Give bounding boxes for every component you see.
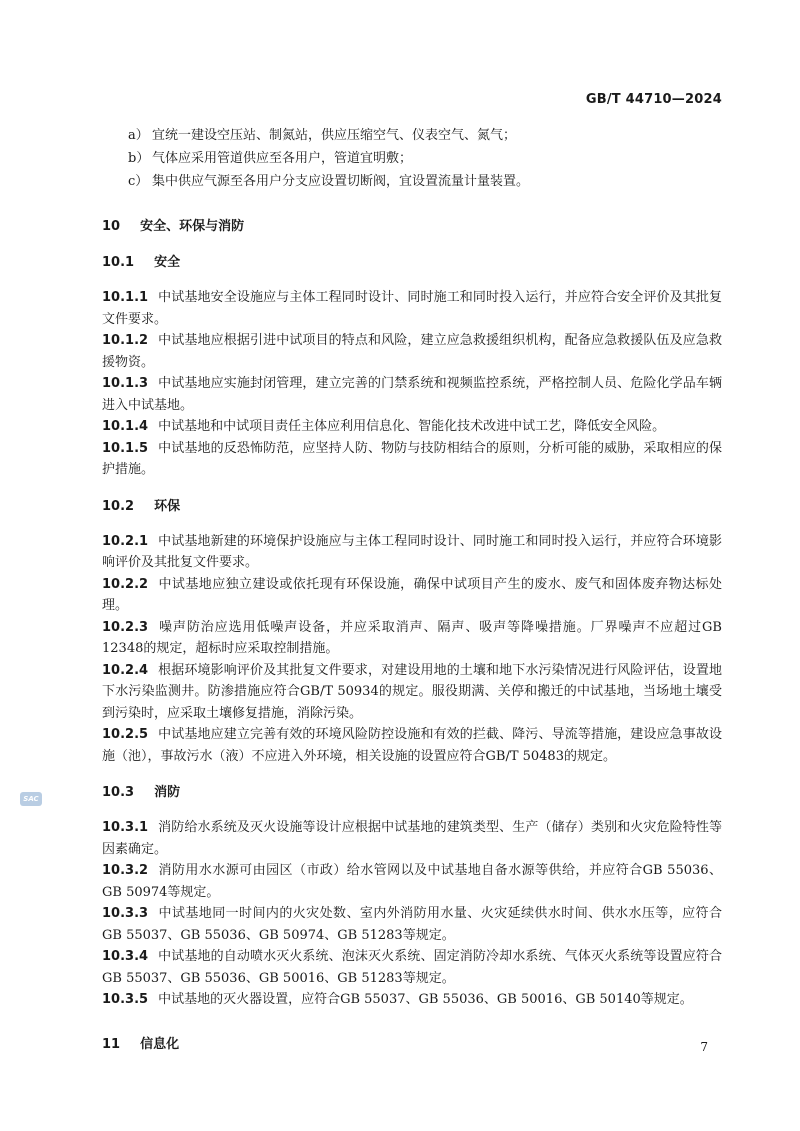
- page-number: 7: [700, 1040, 708, 1054]
- chapter-heading-10: 10 安全、环保与消防: [102, 219, 245, 234]
- clause: 10.1.2 中试基地应根据引进中试项目的特点和风险，建立应急救援组织机构，配备应急救援队伍及应急救援物资。: [102, 333, 722, 370]
- list-item: a） 宜统一建设空压站、制氮站，供应压缩空气、仪表空气、氮气；: [128, 128, 517, 143]
- standard-code: GB/T 44710—2024: [585, 92, 722, 107]
- clause: 10.1.3 中试基地应实施封闭管理，建立完善的门禁系统和视频监控系统，严格控制人员、危险化学品车辆进入中试基地。: [102, 376, 722, 413]
- clause: 10.3.1 消防给水系统及灭火设施等设计应根据中试基地的建筑类型、生产（储存）类别和火灾危险特性等因素确定。: [102, 820, 722, 857]
- chapter-heading-11: 11 信息化: [102, 1036, 180, 1052]
- clause: 10.1.5 中试基地的反恐怖防范，应坚持人防、物防与技防相结合的原则，分析可能的威胁，采取相应的保护措施。: [102, 440, 722, 477]
- clause: 10.2.3 噪声防治应选用低噪声设备，并应采取消声、隔声、吸声等降噪措施。厂界噪声不应超过GB 12348的规定，超标时应采取控制措施。: [102, 619, 722, 656]
- clause: 10.3.3 中试基地同一时间内的火灾处数、室内外消防用水量、火灾延续供水时间、供水水压等，应符合GB 55037、GB 55036、GB 50974、GB 51283等规定。: [102, 906, 722, 943]
- section-heading-10-3: 10.3 消防: [102, 785, 181, 800]
- main-content: [102, 124, 722, 1055]
- sac-watermark-logo: SAC: [20, 792, 42, 806]
- clause: 10.3.2 消防用水水源可由园区（市政）给水管网以及中试基地自备水源等供给，并应符合GB 55036、GB 50974等规定。: [102, 863, 722, 900]
- intro-list: [102, 124, 722, 193]
- clause: 10.1.1 中试基地安全设施应与主体工程同时设计、同时施工和同时投入运行，并应符合安全评价及其批复文件要求。: [102, 290, 722, 327]
- clause: 10.1.4 中试基地和中试项目责任主体应利用信息化、智能化技术改进中试工艺，降低安全风险。: [102, 419, 666, 434]
- clause: 10.2.2 中试基地应独立建设或依托现有环保设施，确保中试项目产生的废水、废气和固体废弃物达标处理。: [102, 576, 722, 613]
- clause: 10.2.5 中试基地应建立完善有效的环境风险防控设施和有效的拦截、降污、导流等措施，建设应急事故设施（池），事故污水（液）不应进入外环境，相关设施的设置应符合GB/T 50483的规定。: [102, 727, 722, 764]
- clause: 10.3.5 中试基地的灭火器设置，应符合GB 55037、GB 55036、GB 50016、GB 50140等规定。: [102, 992, 693, 1007]
- clause: 10.2.1 中试基地新建的环境保护设施应与主体工程同时设计、同时施工和同时投入运行，并应符合环境影响评价及其批复文件要求。: [102, 533, 722, 570]
- clause: 10.2.4 根据环境影响评价及其批复文件要求，对建设用地的土壤和地下水污染情况进行风险评估，设置地下水污染监测井。防渗措施应符合GB/T 50934的规定。服役期满、关停和搬迁的中试基地，当场地土壤受到污染时，应采取土壤修复措施，消除污染。: [102, 662, 722, 721]
- clause: 10.3.4 中试基地的自动喷水灭火系统、泡沫灭火系统、固定消防冷却水系统、气体灭火系统等设置应符合GB 55037、GB 55036、GB 50016、GB 51283等规定。: [102, 949, 722, 986]
- list-item: b） 气体应采用管道供应至各用户，管道宜明敷；: [128, 151, 413, 166]
- section-heading-10-1: 10.1 安全: [102, 255, 181, 270]
- section-heading-10-2: 10.2 环保: [102, 498, 181, 514]
- list-item: c） 集中供应气源至各用户分支应设置切断阀，宜设置流量计量装置。: [128, 174, 530, 189]
